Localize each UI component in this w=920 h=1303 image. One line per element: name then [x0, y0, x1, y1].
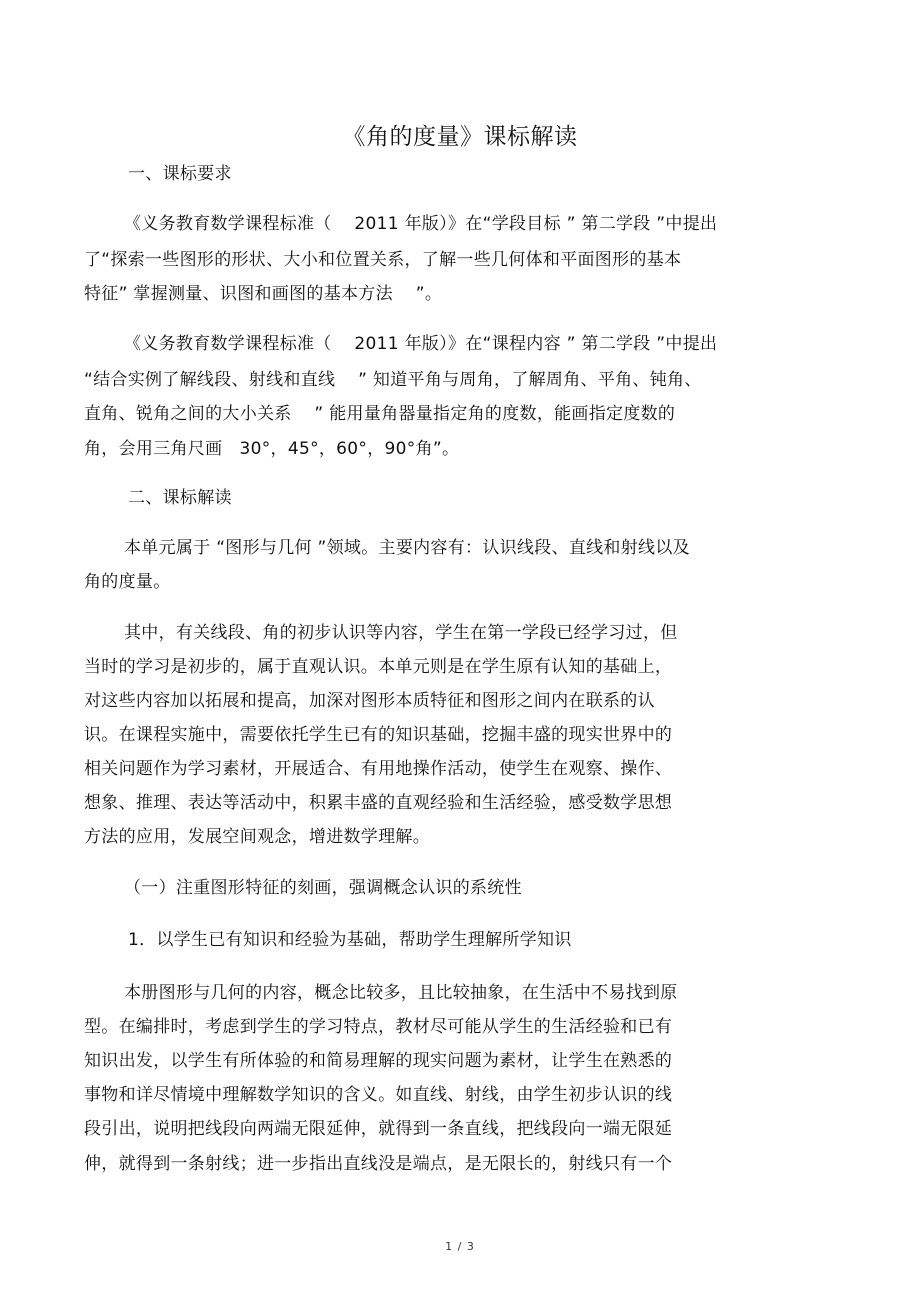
section-heading: 一、课标要求 — [128, 164, 232, 184]
paragraph-line: 直角、锐角之间的大小关系 ” 能用量角器量指定角的度数，能画指定度数的 — [84, 404, 676, 424]
paragraph-line: 当时的学习是初步的，属于直观认识。本单元则是在学生原有认知的基础上， — [84, 657, 673, 677]
paragraph-line: 了“探索一些图形的形状、大小和位置关系，了解一些几何体和平面图形的基本 — [84, 250, 682, 270]
paragraph-line: 《义务教育数学课程标准（ 2011 年版）》在“学段目标 ” 第二学段 ”中提出 — [124, 214, 718, 234]
paragraph-line: 角的度量。 — [84, 572, 171, 592]
paragraph-line: 段引出，说明把线段向两端无限延伸，就得到一条直线，把线段向一端无限延 — [84, 1119, 673, 1139]
paragraph-line: 方法的应用，发展空间观念，增进数学理解。 — [84, 827, 430, 847]
subsection-heading: （一）注重图形特征的刻画，强调概念认识的系统性 — [124, 878, 522, 898]
paragraph-line: 想象、推理、表达等活动中，积累丰盛的直观经验和生活经验，感受数学思想 — [84, 793, 673, 813]
section-heading: 二、课标解读 — [128, 488, 232, 508]
paragraph-line: 《义务教育数学课程标准（ 2011 年版）》在“课程内容 ” 第二学段 ”中提出 — [124, 334, 718, 354]
page-title: 《角的度量》课标解读 — [342, 124, 578, 150]
paragraph-line: 角，会用三角尺画 30°，45°，60°，90°角”。 — [84, 439, 460, 459]
paragraph-line: 识。在课程实施中，需要依托学生已有的知识基础，挖掘丰盛的现实世界中的 — [84, 725, 673, 745]
paragraph-line: 相关问题作为学习素材，开展适合、有用地操作活动，使学生在观察、操作、 — [84, 759, 673, 779]
paragraph-line: 知识出发，以学生有所体验的和简易理解的现实问题为素材，让学生在熟悉的 — [84, 1051, 673, 1071]
paragraph-line: 型。在编排时，考虑到学生的学习特点，教材尽可能从学生的生活经验和已有 — [84, 1017, 673, 1037]
paragraph-line: 其中，有关线段、角的初步认识等内容，学生在第一学段已经学习过，但 — [124, 623, 678, 643]
paragraph-line: 事物和详尽情境中理解数学知识的含义。如直线、射线，由学生初步认识的线 — [84, 1085, 673, 1105]
paragraph-line: 伸，就得到一条射线；进一步指出直线没是端点，是无限长的，射线只有一个 — [84, 1154, 673, 1174]
paragraph-line: “结合实例了解线段、射线和直线 ” 知道平角与周角，了解周角、平角、钝角、 — [84, 370, 702, 390]
paragraph-line: 对这些内容加以拓展和提高，加深对图形本质特征和图形之间内在联系的认 — [84, 691, 655, 711]
page-number: 1 / 3 — [445, 1240, 475, 1253]
paragraph-line: 本单元属于 “图形与几何 ”领域。主要内容有：认识线段、直线和射线以及 — [124, 538, 690, 558]
subsection-heading: 1．以学生已有知识和经验为基础，帮助学生理解所学知识 — [128, 930, 572, 950]
paragraph-line: 本册图形与几何的内容，概念比较多，且比较抽象，在生活中不易找到原 — [124, 983, 678, 1003]
paragraph-line: 特征” 掌握测量、识图和画图的基本方法 ”。 — [84, 284, 443, 304]
